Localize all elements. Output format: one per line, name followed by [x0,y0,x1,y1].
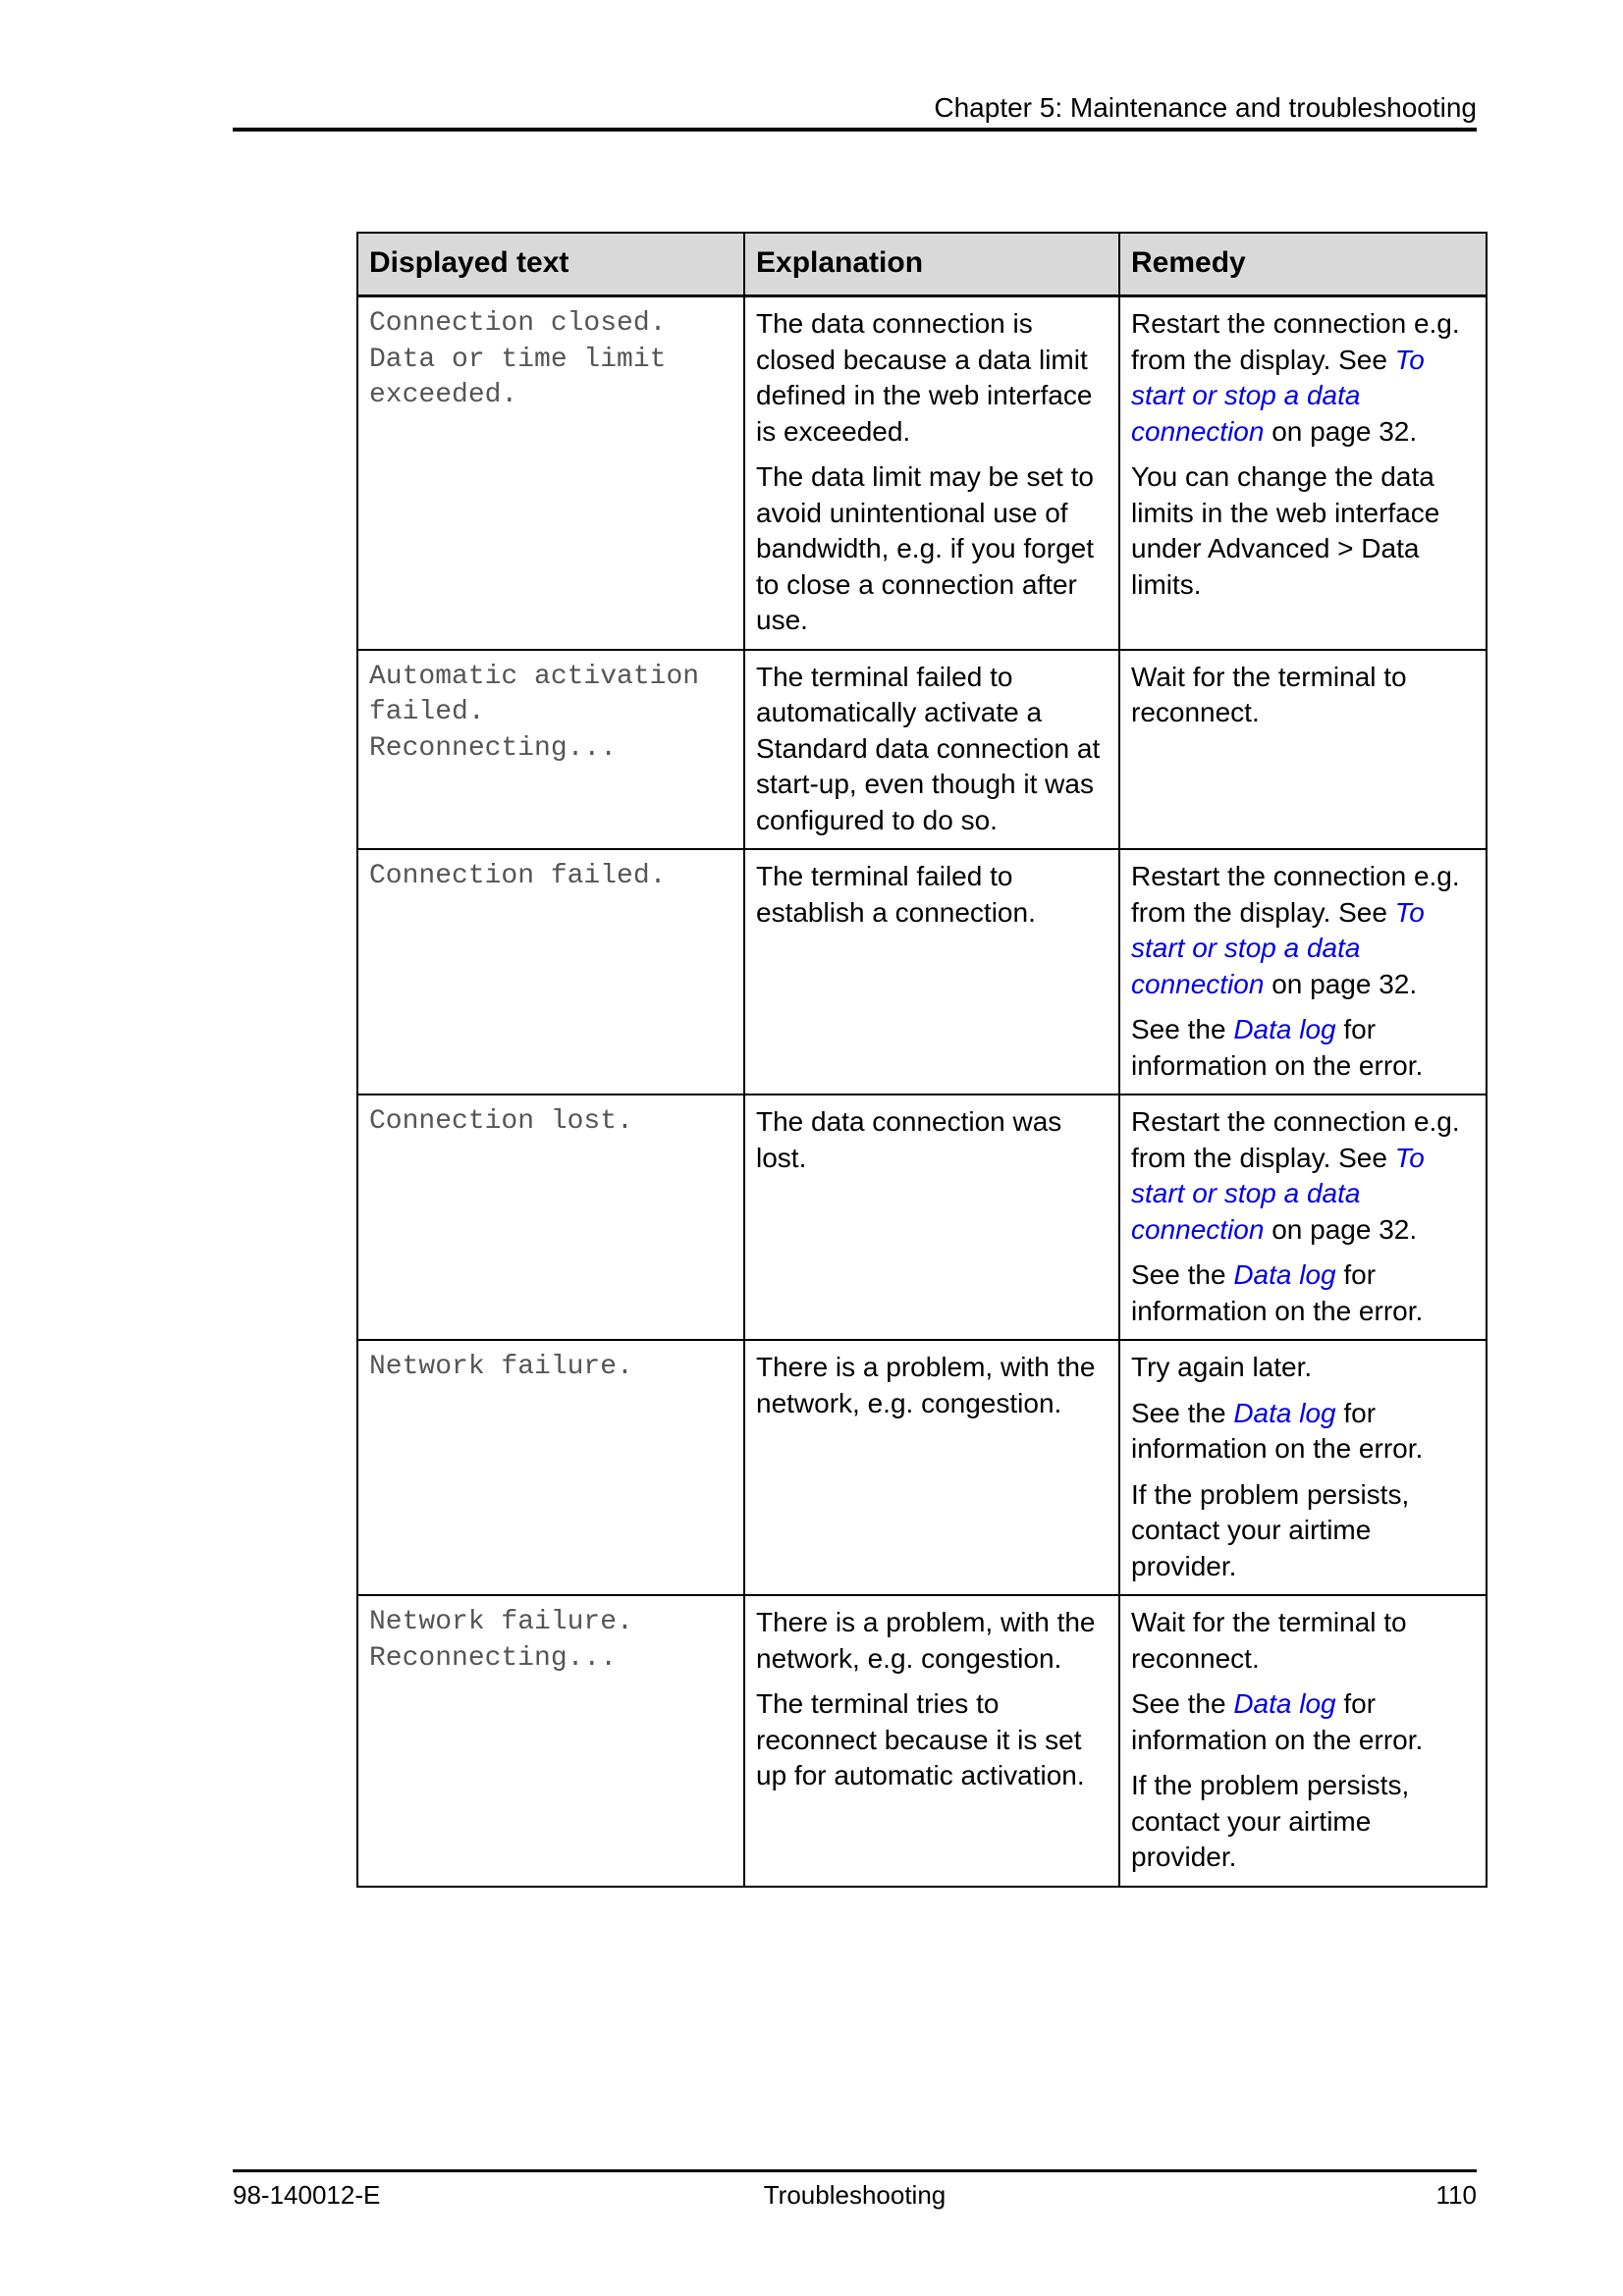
page-header [233,88,1477,132]
section-name: Troubleshooting [763,2180,947,2210]
data-log-link[interactable]: Data log [1233,1397,1336,1428]
document-id: 98-140012-E [233,2180,381,2210]
remedy-paragraph [1131,306,1476,450]
remedy-text: on page 32. [1264,1213,1418,1245]
column-header-displayed-text: Displayed text [357,233,744,296]
remedy-text: See the [1131,1259,1234,1290]
remedy-paragraph [1131,1257,1476,1329]
remedy-text: for information on the error. [1131,1397,1424,1464]
table-row [357,650,1487,850]
remedy-text: See the [1131,1014,1234,1044]
explanation-cell [744,849,1119,1095]
remedy-paragraph [1131,1686,1476,1758]
data-log-link[interactable]: Data log [1233,1014,1336,1044]
remedy-text: for information on the error. [1131,1259,1424,1326]
remedy-text: See the [1131,1397,1234,1428]
remedy-paragraph: Wait for the terminal to reconnect. [1131,661,1407,727]
table-row [357,1340,1487,1595]
remedy-paragraph: If the problem persists, contact your airtime provider. [1131,1478,1410,1581]
displayed-text-cell: Automatic activation failed. Reconnecting... [357,650,744,850]
table-row [357,1095,1487,1340]
remedy-paragraph: Wait for the terminal to reconnect. [1131,1607,1407,1674]
displayed-text-cell: Network failure. Reconnecting... [357,1595,744,1887]
column-header-remedy: Remedy [1119,233,1487,296]
remedy-cell [1119,1095,1487,1340]
remedy-text: on page 32. [1264,415,1418,447]
displayed-text-cell: Connection failed. [357,849,744,1095]
explanation-cell [744,296,1119,650]
remedy-text: Restart the connection e.g. from the display. See [1131,1106,1460,1173]
chapter-title: Chapter 5: Maintenance and troubleshooting [934,92,1477,123]
remedy-cell [1119,1595,1487,1887]
explanation-paragraph: The terminal failed to automatically activate a Standard data connection at start-up, even though it was configured to do so. [756,661,1101,835]
displayed-text-cell: Network failure. [357,1340,744,1595]
table-header-row [357,233,1487,296]
explanation-paragraph: The terminal tries to reconnect because it is set up for automatic activation. [756,1688,1085,1790]
explanation-cell [744,1595,1119,1887]
remedy-cell [1119,849,1487,1095]
remedy-paragraph [1131,1012,1476,1084]
explanation-cell [744,1340,1119,1595]
remedy-cell [1119,650,1487,850]
remedy-cell [1119,1340,1487,1595]
remedy-text: for information on the error. [1131,1688,1424,1755]
explanation-paragraph: There is a problem, with the network, e.g. congestion. [756,1607,1096,1674]
remedy-text: Restart the connection e.g. from the display. See [1131,861,1460,928]
data-log-link[interactable]: Data log [1233,1259,1336,1290]
explanation-paragraph: The terminal failed to establish a connection. [756,861,1036,928]
remedy-text: on page 32. [1264,968,1418,999]
explanation-cell [744,1095,1119,1340]
remedy-paragraph [1131,1396,1476,1468]
remedy-text: See the [1131,1688,1234,1719]
remedy-cell [1119,296,1487,650]
page-number: 110 [1435,2180,1477,2210]
table-row [357,1595,1487,1887]
displayed-text-cell: Connection lost. [357,1095,744,1340]
remedy-paragraph: If the problem persists, contact your airtime provider. [1131,1770,1410,1872]
troubleshooting-table [356,232,1488,1888]
remedy-text: for information on the error. [1131,1014,1424,1081]
remedy-text: Restart the connection e.g. from the display. See [1131,308,1460,375]
explanation-paragraph: There is a problem, with the network, e.g. congestion. [756,1352,1096,1418]
data-log-link[interactable]: Data log [1233,1688,1336,1719]
start-stop-connection-link[interactable]: To start or stop a data connection [1131,896,1425,999]
remedy-paragraph [1131,1104,1476,1248]
remedy-paragraph [1131,859,1476,1002]
page-footer [233,2169,1477,2214]
start-stop-connection-link[interactable]: To start or stop a data connection [1131,344,1425,447]
column-header-explanation: Explanation [744,233,1119,296]
table-row [357,296,1487,650]
remedy-paragraph: Try again later. [1131,1352,1313,1382]
displayed-text-cell: Connection closed. Data or time limit exceeded. [357,296,744,650]
explanation-cell [744,650,1119,850]
explanation-paragraph: The data connection was lost. [756,1106,1062,1173]
remedy-paragraph: You can change the data limits in the web interface under Advanced > Data limits. [1131,461,1440,600]
explanation-paragraph: The data connection is closed because a data limit defined in the web interface is exceeded. [756,308,1093,447]
table-row [357,849,1487,1095]
explanation-paragraph: The data limit may be set to avoid unintentional use of bandwidth, e.g. if you forget to close a connection after use. [756,461,1094,635]
start-stop-connection-link[interactable]: To start or stop a data connection [1131,1142,1425,1245]
